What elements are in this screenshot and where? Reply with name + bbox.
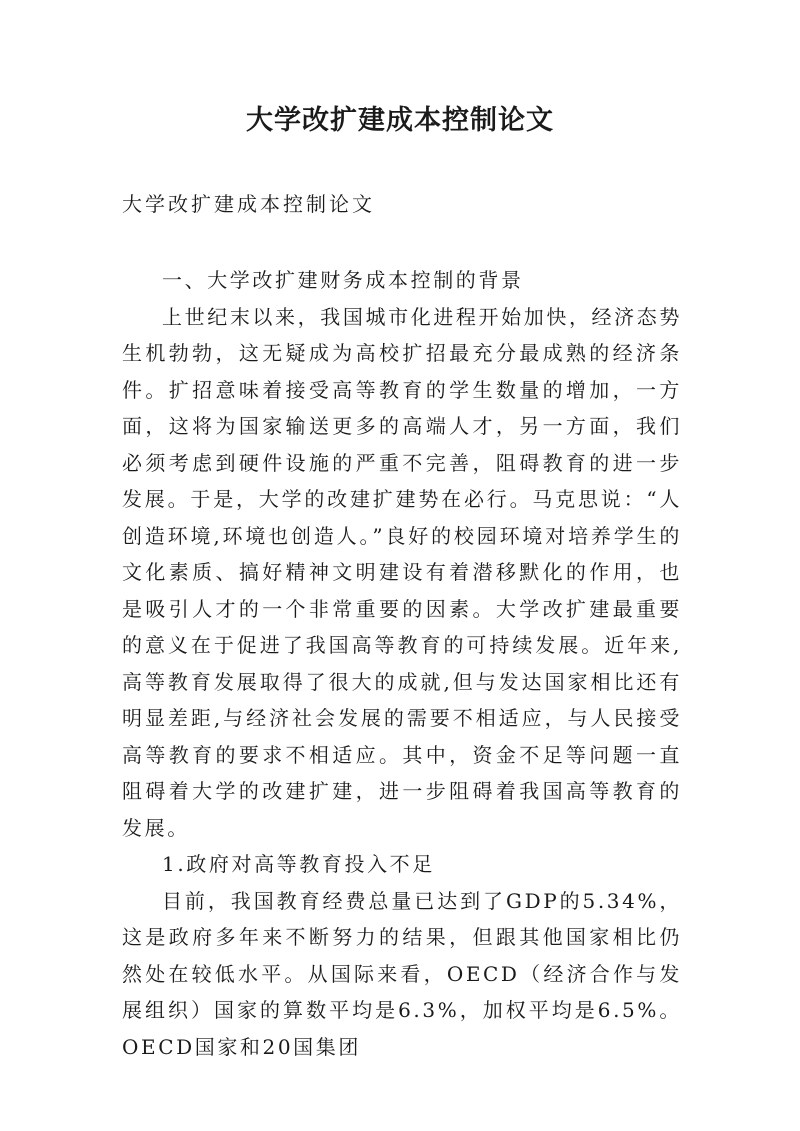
document-subtitle: 大学改扩建成本控制论文	[122, 192, 375, 216]
document-body	[122, 262, 682, 1065]
subsection-heading: 1.政府对高等教育投入不足	[162, 852, 435, 876]
body-paragraph: 上世纪末以来，我国城市化进程开始加快，经济态势生机勃勃，这无疑成为高校扩招最充分最成熟的经济条件。扩招意味着接受高等教育的学生数量的增加，一方面，这将为国家输送更多的高端人才，另一方面，我们必须考虑到硬件设施的严重不完善，阻碍教育的进一步发展。于是，大学的改建扩建势在必行。马克思说：“人创造环境,环境也创造人。”良好的校园环境对培养学生的文化素质、搞好精神文明建设有着潜移默化的作用，也是吸引人才的一个非常重要的因素。大学改扩建最重要的意义在于促进了我国高等教育的可持续发展。近年来,高等教育发展取得了很大的成就,但与发达国家相比还有明显差距,与经济社会发展的需要不相适应，与人民接受高等教育的要求不相适应。其中，资金不足等问题一直阻碍着大学的改建扩建，进一步阻碍着我国高等教育的发展。	[122, 304, 682, 840]
section-heading: 一、大学改扩建财务成本控制的背景	[162, 268, 524, 292]
document-title: 大学改扩建成本控制论文	[246, 105, 554, 136]
body-paragraph: 目前，我国教育经费总量已达到了GDP的5.34%，这是政府多年来不断努力的结果，但跟其他国家相比仍然处在较低水平。从国际来看，OECD（经济合作与发展组织）国家的算数平均是6.3%，加权平均是6.5%。OECD国家和20国集团	[122, 888, 682, 1059]
